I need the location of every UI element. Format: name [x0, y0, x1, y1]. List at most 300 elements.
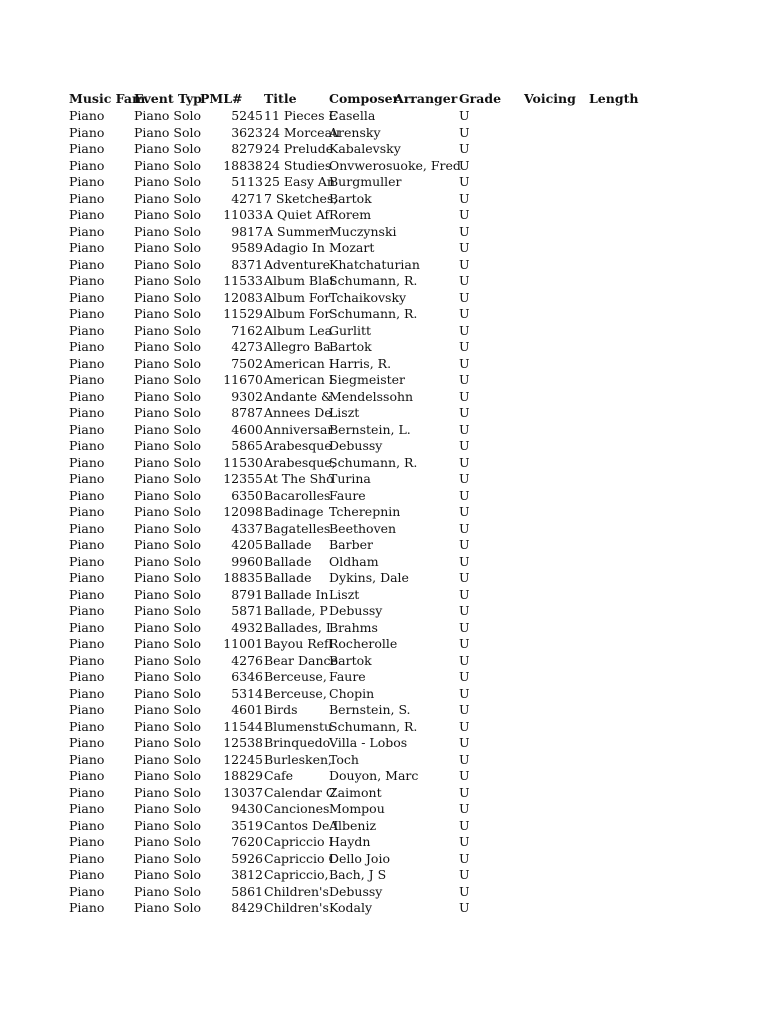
- cell-arranger[interactable]: [394, 405, 459, 421]
- cell-arranger[interactable]: [394, 191, 459, 207]
- cell-arranger[interactable]: [394, 620, 459, 636]
- cell-music-family[interactable]: Piano: [69, 669, 105, 684]
- cell-pml-number[interactable]: 11001: [223, 636, 263, 651]
- cell-music-family[interactable]: Piano: [69, 686, 105, 701]
- cell-composer[interactable]: Khatchaturian: [329, 257, 420, 272]
- cell-pml-number[interactable]: 18829: [223, 768, 263, 783]
- cell-event-type[interactable]: Piano Solo: [134, 851, 202, 866]
- cell-composer[interactable]: Onvwerosuoke, Fred: [329, 158, 461, 173]
- cell-title[interactable]: 24 Studies: [264, 158, 332, 173]
- cell-grade[interactable]: U: [459, 504, 470, 519]
- cell-title[interactable]: 24 Prelude: [264, 141, 334, 156]
- cell-title[interactable]: Arabesque,: [264, 455, 336, 470]
- cell-title[interactable]: 11 Pieces E: [264, 108, 338, 123]
- cell-arranger[interactable]: [394, 372, 459, 388]
- cell-music-family[interactable]: Piano: [69, 455, 105, 470]
- cell-composer[interactable]: Zaimont: [329, 785, 382, 800]
- cell-music-family[interactable]: Piano: [69, 438, 105, 453]
- cell-title[interactable]: Album For: [264, 290, 331, 305]
- cell-grade[interactable]: U: [459, 851, 470, 866]
- cell-music-family[interactable]: Piano: [69, 191, 105, 206]
- cell-grade[interactable]: U: [459, 141, 470, 156]
- cell-event-type[interactable]: Piano Solo: [134, 438, 202, 453]
- cell-event-type[interactable]: Piano Solo: [134, 603, 202, 618]
- cell-arranger[interactable]: [394, 735, 459, 751]
- cell-event-type[interactable]: Piano Solo: [134, 504, 202, 519]
- cell-arranger[interactable]: [394, 158, 459, 174]
- cell-arranger[interactable]: [394, 488, 459, 504]
- cell-arranger[interactable]: [394, 603, 459, 619]
- cell-grade[interactable]: U: [459, 207, 470, 222]
- cell-grade[interactable]: U: [459, 405, 470, 420]
- cell-pml-number[interactable]: 12538: [223, 735, 263, 750]
- cell-composer[interactable]: Mozart: [329, 240, 375, 255]
- cell-pml-number[interactable]: 12245: [223, 752, 263, 767]
- cell-pml-number[interactable]: 7162: [231, 323, 263, 338]
- cell-title[interactable]: Ballade: [264, 570, 312, 585]
- cell-composer[interactable]: Toch: [329, 752, 359, 767]
- cell-arranger[interactable]: [394, 389, 459, 405]
- cell-event-type[interactable]: Piano Solo: [134, 125, 202, 140]
- cell-grade[interactable]: U: [459, 125, 470, 140]
- cell-event-type[interactable]: Piano Solo: [134, 356, 202, 371]
- cell-event-type[interactable]: Piano Solo: [134, 768, 202, 783]
- header-pml-number[interactable]: PML#: [200, 91, 243, 106]
- cell-grade[interactable]: U: [459, 240, 470, 255]
- cell-composer[interactable]: Chopin: [329, 686, 375, 701]
- cell-arranger[interactable]: [394, 455, 459, 471]
- cell-event-type[interactable]: Piano Solo: [134, 587, 202, 602]
- cell-composer[interactable]: Liszt: [329, 587, 360, 602]
- cell-title[interactable]: Capriccio,: [264, 867, 329, 882]
- cell-music-family[interactable]: Piano: [69, 735, 105, 750]
- cell-grade[interactable]: U: [459, 653, 470, 668]
- cell-music-family[interactable]: Piano: [69, 257, 105, 272]
- cell-pml-number[interactable]: 5314: [231, 686, 263, 701]
- cell-arranger[interactable]: [394, 141, 459, 157]
- cell-composer[interactable]: Bartok: [329, 653, 372, 668]
- cell-title[interactable]: Ballade In: [264, 587, 329, 602]
- cell-pml-number[interactable]: 5245: [231, 108, 263, 123]
- cell-title[interactable]: Calendar C: [264, 785, 336, 800]
- cell-pml-number[interactable]: 12098: [223, 504, 263, 519]
- cell-event-type[interactable]: Piano Solo: [134, 389, 202, 404]
- cell-grade[interactable]: U: [459, 438, 470, 453]
- cell-title[interactable]: 7 Sketches,: [264, 191, 338, 206]
- cell-composer[interactable]: Albeniz: [329, 818, 377, 833]
- cell-arranger[interactable]: [394, 273, 459, 289]
- cell-arranger[interactable]: [394, 438, 459, 454]
- cell-pml-number[interactable]: 11533: [223, 273, 263, 288]
- cell-event-type[interactable]: Piano Solo: [134, 554, 202, 569]
- cell-arranger[interactable]: [394, 686, 459, 702]
- cell-pml-number[interactable]: 7620: [231, 834, 263, 849]
- cell-pml-number[interactable]: 4276: [231, 653, 263, 668]
- cell-grade[interactable]: U: [459, 174, 470, 189]
- cell-grade[interactable]: U: [459, 801, 470, 816]
- cell-grade[interactable]: U: [459, 636, 470, 651]
- cell-pml-number[interactable]: 3812: [231, 867, 263, 882]
- cell-arranger[interactable]: [394, 174, 459, 190]
- cell-composer[interactable]: Bartok: [329, 191, 372, 206]
- cell-arranger[interactable]: [394, 339, 459, 355]
- cell-composer[interactable]: Villa - Lobos: [329, 735, 408, 750]
- cell-event-type[interactable]: Piano Solo: [134, 834, 202, 849]
- cell-music-family[interactable]: Piano: [69, 570, 105, 585]
- cell-composer[interactable]: Dykins, Dale: [329, 570, 409, 585]
- cell-event-type[interactable]: Piano Solo: [134, 306, 202, 321]
- cell-arranger[interactable]: [394, 752, 459, 768]
- cell-event-type[interactable]: Piano Solo: [134, 207, 202, 222]
- cell-title[interactable]: Birds: [264, 702, 298, 717]
- cell-pml-number[interactable]: 8787: [231, 405, 263, 420]
- cell-grade[interactable]: U: [459, 273, 470, 288]
- cell-grade[interactable]: U: [459, 422, 470, 437]
- cell-composer[interactable]: Mendelssohn: [329, 389, 414, 404]
- cell-grade[interactable]: U: [459, 306, 470, 321]
- cell-music-family[interactable]: Piano: [69, 719, 105, 734]
- cell-arranger[interactable]: [394, 768, 459, 784]
- cell-arranger[interactable]: [394, 702, 459, 718]
- cell-composer[interactable]: Harris, R.: [329, 356, 392, 371]
- cell-event-type[interactable]: Piano Solo: [134, 323, 202, 338]
- cell-grade[interactable]: U: [459, 669, 470, 684]
- cell-music-family[interactable]: Piano: [69, 290, 105, 305]
- cell-composer[interactable]: Bernstein, S.: [329, 702, 411, 717]
- header-grade[interactable]: Grade: [459, 91, 502, 106]
- cell-composer[interactable]: Kodaly: [329, 900, 373, 915]
- cell-music-family[interactable]: Piano: [69, 125, 105, 140]
- cell-composer[interactable]: Barber: [329, 537, 373, 552]
- cell-event-type[interactable]: Piano Solo: [134, 537, 202, 552]
- cell-grade[interactable]: U: [459, 554, 470, 569]
- cell-arranger[interactable]: [394, 851, 459, 867]
- cell-pml-number[interactable]: 8279: [231, 141, 263, 156]
- cell-arranger[interactable]: [394, 587, 459, 603]
- cell-grade[interactable]: U: [459, 686, 470, 701]
- cell-arranger[interactable]: [394, 719, 459, 735]
- cell-music-family[interactable]: Piano: [69, 471, 105, 486]
- cell-pml-number[interactable]: 13037: [223, 785, 263, 800]
- cell-arranger[interactable]: [394, 207, 459, 223]
- cell-composer[interactable]: Bach, J S: [329, 867, 387, 882]
- cell-title[interactable]: Children's: [264, 884, 329, 899]
- cell-composer[interactable]: Tcherepnin: [329, 504, 401, 519]
- cell-pml-number[interactable]: 4271: [231, 191, 263, 206]
- cell-event-type[interactable]: Piano Solo: [134, 719, 202, 734]
- cell-title[interactable]: Cafe: [264, 768, 294, 783]
- header-title[interactable]: Title: [264, 91, 297, 106]
- cell-composer[interactable]: Bernstein, L.: [329, 422, 411, 437]
- cell-event-type[interactable]: Piano Solo: [134, 669, 202, 684]
- cell-event-type[interactable]: Piano Solo: [134, 702, 202, 717]
- cell-pml-number[interactable]: 5871: [231, 603, 263, 618]
- cell-title[interactable]: A Quiet Af: [264, 207, 330, 222]
- cell-music-family[interactable]: Piano: [69, 834, 105, 849]
- cell-title[interactable]: Bayou Refl: [264, 636, 333, 651]
- cell-pml-number[interactable]: 9589: [231, 240, 263, 255]
- cell-grade[interactable]: U: [459, 290, 470, 305]
- cell-title[interactable]: 25 Easy An: [264, 174, 335, 189]
- cell-arranger[interactable]: [394, 290, 459, 306]
- cell-composer[interactable]: Douyon, Marc: [329, 768, 419, 783]
- cell-composer[interactable]: Rorem: [329, 207, 372, 222]
- cell-grade[interactable]: U: [459, 224, 470, 239]
- cell-event-type[interactable]: Piano Solo: [134, 884, 202, 899]
- cell-event-type[interactable]: Piano Solo: [134, 372, 202, 387]
- cell-music-family[interactable]: Piano: [69, 636, 105, 651]
- cell-grade[interactable]: U: [459, 372, 470, 387]
- cell-event-type[interactable]: Piano Solo: [134, 686, 202, 701]
- cell-arranger[interactable]: [394, 257, 459, 273]
- cell-title[interactable]: Ballades, I: [264, 620, 331, 635]
- header-voicing[interactable]: Voicing: [524, 91, 576, 106]
- cell-event-type[interactable]: Piano Solo: [134, 422, 202, 437]
- cell-title[interactable]: Bagatelles: [264, 521, 331, 536]
- cell-title[interactable]: Album For: [264, 306, 331, 321]
- cell-music-family[interactable]: Piano: [69, 653, 105, 668]
- cell-pml-number[interactable]: 7502: [231, 356, 263, 371]
- cell-arranger[interactable]: [394, 306, 459, 322]
- cell-arranger[interactable]: [394, 570, 459, 586]
- cell-music-family[interactable]: Piano: [69, 537, 105, 552]
- cell-arranger[interactable]: [394, 422, 459, 438]
- cell-arranger[interactable]: [394, 884, 459, 900]
- cell-event-type[interactable]: Piano Solo: [134, 290, 202, 305]
- cell-arranger[interactable]: [394, 867, 459, 883]
- cell-event-type[interactable]: Piano Solo: [134, 240, 202, 255]
- cell-arranger[interactable]: [394, 537, 459, 553]
- cell-event-type[interactable]: Piano Solo: [134, 405, 202, 420]
- cell-title[interactable]: Andante &: [264, 389, 333, 404]
- cell-grade[interactable]: U: [459, 455, 470, 470]
- cell-arranger[interactable]: [394, 818, 459, 834]
- cell-title[interactable]: Ballade: [264, 537, 312, 552]
- cell-music-family[interactable]: Piano: [69, 620, 105, 635]
- cell-music-family[interactable]: Piano: [69, 504, 105, 519]
- cell-pml-number[interactable]: 9817: [231, 224, 263, 239]
- cell-arranger[interactable]: [394, 669, 459, 685]
- cell-composer[interactable]: Siegmeister: [329, 372, 406, 387]
- cell-event-type[interactable]: Piano Solo: [134, 158, 202, 173]
- cell-music-family[interactable]: Piano: [69, 372, 105, 387]
- cell-pml-number[interactable]: 9960: [231, 554, 263, 569]
- cell-music-family[interactable]: Piano: [69, 521, 105, 536]
- cell-title[interactable]: Berceuse,: [264, 669, 327, 684]
- cell-pml-number[interactable]: 3623: [231, 125, 263, 140]
- cell-event-type[interactable]: Piano Solo: [134, 867, 202, 882]
- cell-music-family[interactable]: Piano: [69, 339, 105, 354]
- cell-arranger[interactable]: [394, 801, 459, 817]
- cell-title[interactable]: Allegro Ba: [264, 339, 331, 354]
- cell-event-type[interactable]: Piano Solo: [134, 735, 202, 750]
- cell-event-type[interactable]: Piano Solo: [134, 273, 202, 288]
- cell-grade[interactable]: U: [459, 570, 470, 585]
- cell-arranger[interactable]: [394, 471, 459, 487]
- cell-composer[interactable]: Schumann, R.: [329, 273, 418, 288]
- cell-grade[interactable]: U: [459, 834, 470, 849]
- cell-event-type[interactable]: Piano Solo: [134, 471, 202, 486]
- cell-music-family[interactable]: Piano: [69, 422, 105, 437]
- cell-title[interactable]: Capriccio C: [264, 851, 339, 866]
- cell-pml-number[interactable]: 9430: [231, 801, 263, 816]
- cell-grade[interactable]: U: [459, 257, 470, 272]
- cell-event-type[interactable]: Piano Solo: [134, 191, 202, 206]
- cell-title[interactable]: Capriccio I: [264, 834, 334, 849]
- cell-music-family[interactable]: Piano: [69, 851, 105, 866]
- cell-event-type[interactable]: Piano Solo: [134, 801, 202, 816]
- cell-title[interactable]: Badinage: [264, 504, 324, 519]
- cell-title[interactable]: Annees De: [264, 405, 332, 420]
- cell-composer[interactable]: Kabalevsky: [329, 141, 401, 156]
- cell-composer[interactable]: Schumann, R.: [329, 455, 418, 470]
- cell-music-family[interactable]: Piano: [69, 603, 105, 618]
- header-event-type[interactable]: Event Typ: [134, 91, 202, 106]
- cell-music-family[interactable]: Piano: [69, 818, 105, 833]
- cell-composer[interactable]: Schumann, R.: [329, 306, 418, 321]
- cell-pml-number[interactable]: 8791: [231, 587, 263, 602]
- cell-pml-number[interactable]: 11530: [223, 455, 263, 470]
- cell-grade[interactable]: U: [459, 356, 470, 371]
- cell-composer[interactable]: Beethoven: [329, 521, 397, 536]
- cell-title[interactable]: Album Blat: [264, 273, 335, 288]
- cell-title[interactable]: 24 Morceau: [264, 125, 341, 140]
- cell-composer[interactable]: Faure: [329, 669, 366, 684]
- cell-title[interactable]: Blumenstu: [264, 719, 333, 734]
- cell-arranger[interactable]: [394, 224, 459, 240]
- cell-grade[interactable]: U: [459, 603, 470, 618]
- cell-music-family[interactable]: Piano: [69, 174, 105, 189]
- cell-pml-number[interactable]: 9302: [231, 389, 263, 404]
- cell-grade[interactable]: U: [459, 884, 470, 899]
- cell-title[interactable]: Arabesque: [264, 438, 332, 453]
- cell-pml-number[interactable]: 18838: [223, 158, 263, 173]
- cell-title[interactable]: Album Lea: [264, 323, 333, 338]
- cell-arranger[interactable]: [394, 521, 459, 537]
- cell-event-type[interactable]: Piano Solo: [134, 108, 202, 123]
- cell-pml-number[interactable]: 4205: [231, 537, 263, 552]
- cell-grade[interactable]: U: [459, 867, 470, 882]
- cell-title[interactable]: Children's: [264, 900, 329, 915]
- cell-music-family[interactable]: Piano: [69, 702, 105, 717]
- cell-event-type[interactable]: Piano Solo: [134, 339, 202, 354]
- cell-music-family[interactable]: Piano: [69, 306, 105, 321]
- cell-title[interactable]: Ballade, P: [264, 603, 328, 618]
- cell-composer[interactable]: Tchaikovsky: [329, 290, 407, 305]
- cell-grade[interactable]: U: [459, 488, 470, 503]
- cell-pml-number[interactable]: 5865: [231, 438, 263, 453]
- cell-composer[interactable]: Haydn: [329, 834, 371, 849]
- cell-pml-number[interactable]: 18835: [223, 570, 263, 585]
- cell-arranger[interactable]: [394, 323, 459, 339]
- cell-arranger[interactable]: [394, 653, 459, 669]
- header-composer[interactable]: Composer: [329, 91, 400, 106]
- cell-music-family[interactable]: Piano: [69, 587, 105, 602]
- cell-title[interactable]: At The Sho: [264, 471, 334, 486]
- cell-composer[interactable]: Bartok: [329, 339, 372, 354]
- cell-pml-number[interactable]: 5861: [231, 884, 263, 899]
- cell-title[interactable]: Canciones: [264, 801, 330, 816]
- cell-arranger[interactable]: [394, 240, 459, 256]
- cell-title[interactable]: American I: [264, 372, 334, 387]
- cell-event-type[interactable]: Piano Solo: [134, 521, 202, 536]
- cell-arranger[interactable]: [394, 785, 459, 801]
- cell-pml-number[interactable]: 11670: [223, 372, 263, 387]
- cell-music-family[interactable]: Piano: [69, 389, 105, 404]
- cell-composer[interactable]: Rocherolle: [329, 636, 398, 651]
- cell-composer[interactable]: Gurlitt: [329, 323, 372, 338]
- cell-arranger[interactable]: [394, 356, 459, 372]
- cell-title[interactable]: Burlesken,: [264, 752, 333, 767]
- cell-title[interactable]: Cantos De I: [264, 818, 339, 833]
- cell-pml-number[interactable]: 8429: [231, 900, 263, 915]
- cell-pml-number[interactable]: 6346: [231, 669, 263, 684]
- cell-event-type[interactable]: Piano Solo: [134, 900, 202, 915]
- cell-music-family[interactable]: Piano: [69, 141, 105, 156]
- cell-pml-number[interactable]: 11529: [223, 306, 263, 321]
- cell-grade[interactable]: U: [459, 719, 470, 734]
- cell-grade[interactable]: U: [459, 471, 470, 486]
- cell-arranger[interactable]: [394, 504, 459, 520]
- cell-grade[interactable]: U: [459, 752, 470, 767]
- cell-music-family[interactable]: Piano: [69, 752, 105, 767]
- cell-event-type[interactable]: Piano Solo: [134, 785, 202, 800]
- cell-title[interactable]: Bear Dance: [264, 653, 338, 668]
- cell-title[interactable]: Ballade: [264, 554, 312, 569]
- cell-event-type[interactable]: Piano Solo: [134, 174, 202, 189]
- cell-grade[interactable]: U: [459, 620, 470, 635]
- cell-title[interactable]: Anniversar: [264, 422, 334, 437]
- cell-title[interactable]: Brinquedo: [264, 735, 331, 750]
- cell-title[interactable]: American I: [264, 356, 334, 371]
- cell-music-family[interactable]: Piano: [69, 356, 105, 371]
- cell-pml-number[interactable]: 3519: [231, 818, 263, 833]
- cell-arranger[interactable]: [394, 554, 459, 570]
- cell-music-family[interactable]: Piano: [69, 158, 105, 173]
- cell-composer[interactable]: Schumann, R.: [329, 719, 418, 734]
- cell-event-type[interactable]: Piano Solo: [134, 570, 202, 585]
- cell-composer[interactable]: Brahms: [329, 620, 378, 635]
- cell-composer[interactable]: Casella: [329, 108, 376, 123]
- cell-event-type[interactable]: Piano Solo: [134, 636, 202, 651]
- cell-composer[interactable]: Debussy: [329, 603, 383, 618]
- cell-pml-number[interactable]: 11544: [223, 719, 263, 734]
- cell-arranger[interactable]: [394, 108, 459, 124]
- cell-grade[interactable]: U: [459, 158, 470, 173]
- cell-event-type[interactable]: Piano Solo: [134, 752, 202, 767]
- cell-composer[interactable]: Oldham: [329, 554, 379, 569]
- cell-event-type[interactable]: Piano Solo: [134, 653, 202, 668]
- header-length[interactable]: Length: [589, 91, 639, 106]
- cell-grade[interactable]: U: [459, 587, 470, 602]
- cell-event-type[interactable]: Piano Solo: [134, 141, 202, 156]
- cell-pml-number[interactable]: 8371: [231, 257, 263, 272]
- cell-music-family[interactable]: Piano: [69, 207, 105, 222]
- cell-event-type[interactable]: Piano Solo: [134, 224, 202, 239]
- cell-pml-number[interactable]: 11033: [223, 207, 263, 222]
- cell-grade[interactable]: U: [459, 785, 470, 800]
- cell-pml-number[interactable]: 12083: [223, 290, 263, 305]
- cell-grade[interactable]: U: [459, 323, 470, 338]
- cell-music-family[interactable]: Piano: [69, 240, 105, 255]
- cell-music-family[interactable]: Piano: [69, 405, 105, 420]
- cell-composer[interactable]: Liszt: [329, 405, 360, 420]
- cell-event-type[interactable]: Piano Solo: [134, 818, 202, 833]
- cell-pml-number[interactable]: 6350: [231, 488, 263, 503]
- cell-music-family[interactable]: Piano: [69, 768, 105, 783]
- cell-title[interactable]: Bacarolles: [264, 488, 331, 503]
- cell-music-family[interactable]: Piano: [69, 785, 105, 800]
